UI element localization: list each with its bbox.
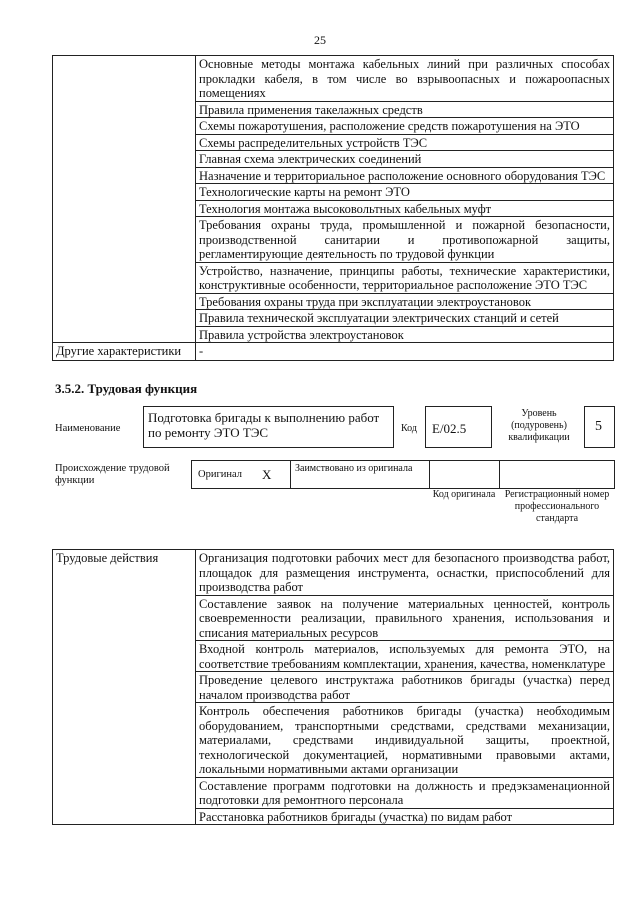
knowledge-label-cell (53, 56, 196, 343)
code-original-caption: Код оригинала (432, 489, 496, 500)
action-item: Проведение целевого инструктажа работников бригады (участка) перед началом производства работ (196, 672, 614, 703)
origin-label: Происхождение трудовой функции (55, 463, 170, 486)
knowledge-item: Технология монтажа высоковольтных кабельных муфт (196, 200, 614, 217)
knowledge-item: Правила технической эксплуатации электрических станций и сетей (196, 310, 614, 327)
action-item: Входной контроль материалов, используемых для ремонта ЭТО, на соответствие требованиям комплектации, хранения, качества, номенклатуре (196, 641, 614, 672)
code-original-cell (430, 461, 500, 488)
knowledge-item: Основные методы монтажа кабельных линий при различных способах прокладки кабеля, в том числе во взрывоопасных и пожароопасных помещениях (196, 56, 614, 102)
knowledge-item: Правила применения такелажных средств (196, 101, 614, 118)
knowledge-item: Схемы пожаротушения, расположение средств пожаротушения на ЭТО (196, 118, 614, 135)
reg-number-caption: Регистрационный номер профессионального стандарта (504, 489, 610, 524)
other-characteristics-value: - (196, 343, 614, 361)
level-value-box: 5 (584, 406, 615, 448)
action-item: Расстановка работников бригады (участка) по видам работ (196, 808, 614, 825)
borrowed-label: Заимствовано из оригинала (295, 463, 413, 474)
knowledge-item: Технологические карты на ремонт ЭТО (196, 184, 614, 201)
action-item: Организация подготовки рабочих мест для безопасного производства работ, площадок для размещения инструмента, оснастки, приспособлений для производства работ (196, 550, 614, 596)
action-item: Контроль обеспечения работников бригады (участка) необходимым оборудованием, транспортными средствами, средствами механизации, материалами, средствами индивидуальной защиты, проектной, технологической документацией, нормативными правовыми актами, локальными нормативными актами организации (196, 703, 614, 778)
code-label: Код (401, 423, 417, 434)
knowledge-item: Требования охраны труда, промышленной и пожарной безопасности, производственной санитарии и противопожарной защиты, регламентирующие деятельность по трудовой функции (196, 217, 614, 263)
knowledge-row (53, 56, 614, 102)
knowledge-item: Назначение и территориальное расположение основного оборудования ТЭС (196, 167, 614, 184)
original-label: Оригинал (198, 469, 242, 480)
knowledge-item: Схемы распределительных устройств ТЭС (196, 134, 614, 151)
origin-row (191, 460, 615, 489)
page-number: 25 (314, 33, 326, 47)
action-row (53, 550, 614, 596)
action-item: Составление программ подготовки на должность и предэкзаменационной подготовки для ремонтного персонала (196, 777, 614, 808)
knowledge-item: Главная схема электрических соединений (196, 151, 614, 168)
function-name-box: Подготовка бригады к выполнению работ по ремонту ЭТО ТЭС (143, 406, 394, 448)
action-item: Составление заявок на получение материальных ценностей, контроль своевременности реализации, правильного хранения, использования и списания материальных ресурсов (196, 595, 614, 641)
other-characteristics-row (53, 343, 614, 361)
other-characteristics-label: Другие характеристики (53, 343, 196, 361)
section-title: 3.5.2. Трудовая функция (55, 381, 198, 396)
knowledge-item: Правила устройства электроустановок (196, 326, 614, 343)
actions-table (52, 549, 614, 825)
borrowed-cell (291, 461, 430, 488)
name-label: Наименование (55, 423, 121, 434)
reg-number-cell (500, 461, 614, 488)
original-cell (192, 461, 291, 488)
knowledge-table (52, 55, 614, 361)
knowledge-item: Требования охраны труда при эксплуатации электроустановок (196, 293, 614, 310)
knowledge-item: Устройство, назначение, принципы работы, технические характеристики, конструктивные особенности, территориальное расположение ЭТО ТЭС (196, 262, 614, 293)
level-label: Уровень (подуровень) квалификации (508, 408, 570, 443)
actions-label: Трудовые действия (53, 550, 196, 825)
original-mark: X (262, 467, 272, 482)
function-code-box: E/02.5 (425, 406, 492, 448)
